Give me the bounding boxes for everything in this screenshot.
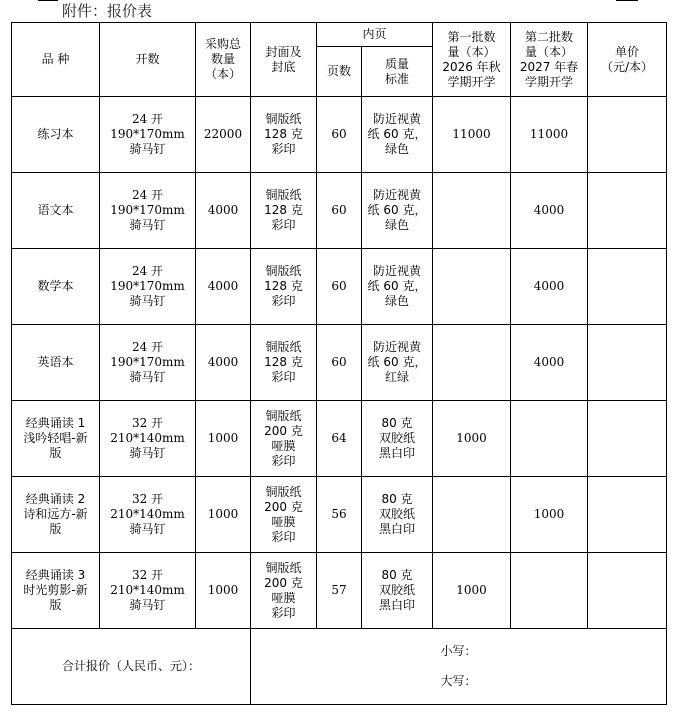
cell-batch1: 11000 (433, 97, 511, 173)
cell-qty: 4000 (196, 249, 251, 325)
cell-qty: 1000 (196, 477, 251, 553)
cell-unit-price[interactable] (588, 97, 667, 173)
cell-unit-price[interactable] (588, 173, 667, 249)
cell-pages: 60 (317, 97, 362, 173)
quotation-table (11, 22, 667, 705)
cell-variety: 经典诵读 1 浅吟轻唱-新 版 (12, 401, 100, 477)
cell-quality: 防近视黄 纸 60 克， 绿色 (362, 249, 433, 325)
header-row-1 (12, 23, 667, 47)
table-row (12, 477, 667, 553)
cell-format: 32 开 210*140mm 骑马钉 (100, 401, 196, 477)
cell-unit-price[interactable] (588, 249, 667, 325)
header-pages: 页数 (317, 47, 362, 97)
cell-cover: 铜版纸 128 克 彩印 (251, 173, 317, 249)
cell-batch2: 11000 (511, 97, 588, 173)
cell-unit-price[interactable] (588, 325, 667, 401)
top-rule-right (616, 0, 638, 1)
cell-quality: 80 克 双胶纸 黑白印 (362, 553, 433, 629)
cell-cover: 铜版纸 200 克 哑膜 彩印 (251, 553, 317, 629)
cell-pages: 60 (317, 173, 362, 249)
cell-pages: 56 (317, 477, 362, 553)
header-batch1: 第一批数 量（本） 2026 年秋 学期开学 (433, 23, 511, 97)
cell-format: 24 开 190*170mm 骑马钉 (100, 97, 196, 173)
cell-batch2 (511, 401, 588, 477)
cell-batch2: 4000 (511, 249, 588, 325)
cell-batch1: 1000 (433, 401, 511, 477)
cell-batch1: 1000 (433, 553, 511, 629)
table-row (12, 97, 667, 173)
cell-variety: 语文本 (12, 173, 100, 249)
header-unit-price: 单价 （元/本） (588, 23, 667, 97)
cell-cover: 铜版纸 128 克 彩印 (251, 97, 317, 173)
table-row (12, 249, 667, 325)
cell-format: 24 开 190*170mm 骑马钉 (100, 249, 196, 325)
header-format: 开数 (100, 23, 196, 97)
cell-batch2: 4000 (511, 173, 588, 249)
cell-batch2: 4000 (511, 325, 588, 401)
cell-pages: 64 (317, 401, 362, 477)
cell-cover: 铜版纸 128 克 彩印 (251, 249, 317, 325)
cell-qty: 22000 (196, 97, 251, 173)
cell-batch1 (433, 173, 511, 249)
total-label: 合计报价（人民币、元）： (12, 629, 251, 705)
header-cover: 封面及 封底 (251, 23, 317, 97)
cell-quality: 防近视黄 纸 60 克， 绿色 (362, 173, 433, 249)
cell-variety: 英语本 (12, 325, 100, 401)
cell-variety: 练习本 (12, 97, 100, 173)
cell-batch2 (511, 553, 588, 629)
cell-cover: 铜版纸 128 克 彩印 (251, 325, 317, 401)
table-row (12, 173, 667, 249)
cell-quality: 防近视黄 纸 60 克， 红绿 (362, 325, 433, 401)
cell-format: 24 开 190*170mm 骑马钉 (100, 173, 196, 249)
cell-unit-price[interactable] (588, 477, 667, 553)
header-quality: 质量 标准 (362, 47, 433, 97)
cell-quality: 防近视黄 纸 60 克， 绿色 (362, 97, 433, 173)
cell-qty: 1000 (196, 553, 251, 629)
total-lowercase-label: 小写： (440, 644, 477, 658)
cell-quality: 80 克 双胶纸 黑白印 (362, 401, 433, 477)
cell-qty: 1000 (196, 401, 251, 477)
total-uppercase-label: 大写： (440, 674, 477, 688)
header-purchase-qty: 采购总 数量 （本） (196, 23, 251, 97)
cell-variety: 数学本 (12, 249, 100, 325)
total-row (12, 629, 667, 705)
cell-qty: 4000 (196, 325, 251, 401)
cell-batch2: 1000 (511, 477, 588, 553)
cell-unit-price[interactable] (588, 401, 667, 477)
table-row (12, 325, 667, 401)
cell-pages: 60 (317, 325, 362, 401)
cell-pages: 57 (317, 553, 362, 629)
cell-quality: 80 克 双胶纸 黑白印 (362, 477, 433, 553)
cell-cover: 铜版纸 200 克 哑膜 彩印 (251, 477, 317, 553)
cell-qty: 4000 (196, 173, 251, 249)
total-amount-cell[interactable] (251, 629, 667, 705)
header-variety: 品 种 (12, 23, 100, 97)
table-row (12, 553, 667, 629)
cell-variety: 经典诵读 2 诗和远方-新 版 (12, 477, 100, 553)
page-title: 附件：报价表 (62, 2, 153, 20)
cell-pages: 60 (317, 249, 362, 325)
top-rule-left (38, 0, 58, 1)
cell-cover: 铜版纸 200 克 哑膜 彩印 (251, 401, 317, 477)
cell-format: 32 开 210*140mm 骑马钉 (100, 477, 196, 553)
cell-variety: 经典诵读 3 时光剪影-新 版 (12, 553, 100, 629)
cell-format: 24 开 190*170mm 骑马钉 (100, 325, 196, 401)
cell-batch1 (433, 325, 511, 401)
header-batch2: 第二批数 量（本） 2027 年春 学期开学 (511, 23, 588, 97)
table-row (12, 401, 667, 477)
cell-batch1 (433, 477, 511, 553)
cell-unit-price[interactable] (588, 553, 667, 629)
cell-format: 32 开 210*140mm 骑马钉 (100, 553, 196, 629)
header-inner: 内页 (317, 23, 433, 47)
cell-batch1 (433, 249, 511, 325)
